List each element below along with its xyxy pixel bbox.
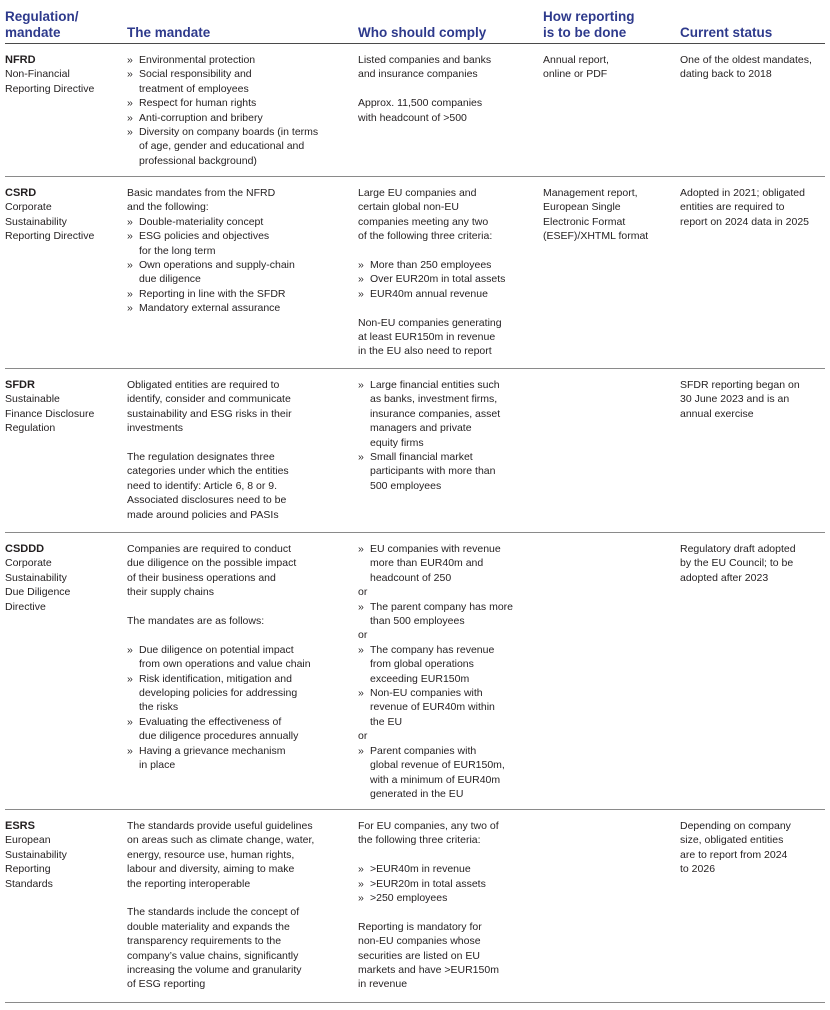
bullet-item bbox=[127, 229, 349, 258]
mandate-cell bbox=[127, 378, 349, 522]
text-line: » Double-materiality concept bbox=[139, 215, 264, 228]
regulation-table bbox=[5, 5, 825, 1003]
text-line: » EU companies with revenue bbox=[370, 543, 501, 555]
text-line: the following three criteria: bbox=[358, 834, 481, 847]
text-line: Companies are required to conduct bbox=[127, 543, 292, 555]
text-line: (ESEF)/XHTML format bbox=[543, 230, 649, 243]
text-line: company’s value chains, significantly bbox=[127, 949, 299, 962]
spacer bbox=[358, 848, 534, 862]
who-paragraph bbox=[358, 96, 534, 125]
bullet-item bbox=[358, 600, 534, 629]
text-line: of age, gender and educational and bbox=[139, 140, 305, 153]
text-line: than 500 employees bbox=[370, 615, 465, 628]
text-line: increasing the volume and granularity bbox=[127, 964, 302, 977]
header-status bbox=[680, 5, 828, 43]
how-cell bbox=[543, 186, 673, 244]
regulation-name-line: Non-Financial bbox=[5, 68, 70, 81]
regulation-name-line: European bbox=[5, 834, 51, 847]
bullet-item bbox=[358, 686, 534, 729]
who-paragraph bbox=[358, 316, 534, 359]
text-line: need to identify: Article 6, 8 or 9. bbox=[127, 479, 278, 492]
bullet-item bbox=[127, 125, 349, 168]
text-line: in the EU also need to report bbox=[358, 345, 492, 358]
text-line: non-EU companies whose bbox=[358, 935, 481, 948]
header-how-line: is to be done bbox=[543, 25, 627, 40]
text-line: energy, resource use, human rights, bbox=[127, 848, 295, 861]
header-regulation-line: Regulation/ bbox=[5, 9, 79, 24]
text-line: generated in the EU bbox=[370, 787, 464, 800]
text-line: from own operations and value chain bbox=[139, 658, 311, 671]
text-line: for the long term bbox=[139, 244, 216, 257]
table-row-csrd bbox=[5, 177, 825, 369]
header-regulation bbox=[5, 5, 123, 43]
bullet-list bbox=[358, 643, 534, 686]
spacer bbox=[358, 905, 534, 919]
bullet-item bbox=[127, 672, 349, 715]
text-line: The regulation designates three bbox=[127, 451, 275, 464]
regulation-abbr: CSRD bbox=[5, 187, 37, 199]
mandate-cell bbox=[127, 53, 349, 168]
regulation-name-line: Sustainability bbox=[5, 571, 67, 584]
text-line: equity firms bbox=[370, 436, 424, 449]
header-who bbox=[358, 5, 534, 43]
bullet-item bbox=[127, 215, 349, 229]
text-line: 500 employees bbox=[370, 479, 442, 492]
regulation-name-line: Reporting Directive bbox=[5, 230, 95, 243]
text-line: companies meeting any two bbox=[358, 215, 489, 228]
bullet-item bbox=[358, 643, 534, 686]
table-body bbox=[5, 44, 825, 1003]
header-mandate-label: The mandate bbox=[127, 25, 211, 40]
who-cell bbox=[358, 53, 534, 125]
text-line: » ESG policies and objectives bbox=[139, 230, 270, 243]
spacer bbox=[127, 628, 349, 642]
text-line: on areas such as climate change, water, bbox=[127, 834, 315, 847]
table-row-nfrd bbox=[5, 44, 825, 177]
text-line: the reporting interoperable bbox=[127, 877, 251, 890]
bullet-item bbox=[127, 67, 349, 96]
bullet-item bbox=[127, 258, 349, 287]
table-row-sfdr bbox=[5, 369, 825, 533]
text-line: investments bbox=[127, 422, 184, 435]
mandate-paragraph bbox=[127, 378, 349, 436]
text-line: adopted after 2023 bbox=[680, 571, 769, 584]
text-line: and the following: bbox=[127, 201, 209, 214]
text-line: by the EU Council; to be bbox=[680, 557, 794, 570]
text-line: managers and private bbox=[370, 422, 472, 435]
bullet-item bbox=[358, 542, 534, 585]
who-paragraph bbox=[358, 186, 534, 244]
text-line: For EU companies, any two of bbox=[358, 820, 499, 832]
header-regulation-line: mandate bbox=[5, 25, 61, 40]
text-line: Electronic Format bbox=[543, 215, 626, 228]
mandate-intro bbox=[127, 186, 349, 215]
bullet-item bbox=[358, 744, 534, 802]
text-line: » Small financial market bbox=[370, 451, 473, 464]
regulation-cell bbox=[5, 53, 123, 96]
text-line: their supply chains bbox=[127, 586, 214, 599]
mandate-cell bbox=[127, 542, 349, 772]
table-row-csddd bbox=[5, 533, 825, 810]
text-line: » Non-EU companies with bbox=[370, 687, 483, 700]
bullet-item bbox=[358, 287, 534, 301]
table-header bbox=[5, 5, 825, 44]
text-line: SFDR reporting began on bbox=[680, 379, 800, 391]
text-line: are to report from 2024 bbox=[680, 848, 788, 861]
regulation-name-line: Corporate bbox=[5, 201, 52, 214]
bullet-item bbox=[358, 891, 534, 905]
regulation-name-line: Regulation bbox=[5, 422, 56, 435]
text-line: global revenue of EUR150m, bbox=[370, 759, 505, 772]
text-line: Reporting is mandatory for bbox=[358, 920, 482, 933]
regulation-name-line: Directive bbox=[5, 600, 46, 613]
bullet-item bbox=[358, 450, 534, 493]
text-line: in place bbox=[139, 759, 176, 772]
text-line: the risks bbox=[139, 701, 179, 714]
text-line: The mandates are as follows: bbox=[127, 615, 265, 628]
who-cell bbox=[358, 542, 534, 801]
text-line: One of the oldest mandates, bbox=[680, 54, 812, 66]
status-cell bbox=[680, 53, 828, 82]
text-line: insurance companies, asset bbox=[370, 407, 501, 420]
mandate-paragraph bbox=[127, 905, 349, 991]
regulation-name-line: Corporate bbox=[5, 557, 52, 570]
regulation-name-line: Reporting Directive bbox=[5, 82, 95, 95]
text-line: in revenue bbox=[358, 978, 408, 991]
text-line: » More than 250 employees bbox=[370, 259, 492, 272]
who-paragraph bbox=[358, 819, 534, 848]
regulation-cell bbox=[5, 378, 123, 436]
bullet-item bbox=[127, 744, 349, 773]
text-line: and insurance companies bbox=[358, 68, 478, 81]
bullet-list bbox=[127, 53, 349, 168]
text-line: Non-EU companies generating bbox=[358, 316, 502, 329]
text-line: » The company has revenue bbox=[370, 643, 495, 656]
text-line: more than EUR40m and bbox=[370, 557, 484, 570]
regulation-name-line: Sustainable bbox=[5, 393, 60, 406]
regulation-name-line: Finance Disclosure bbox=[5, 407, 95, 420]
or-separator: or bbox=[358, 730, 368, 743]
text-line: » Risk identification, mitigation and bbox=[139, 672, 292, 685]
text-line: » >250 employees bbox=[370, 892, 448, 905]
text-line: Adopted in 2021; obligated bbox=[680, 187, 805, 199]
mandate-paragraph bbox=[127, 614, 349, 628]
who-paragraph bbox=[358, 53, 534, 82]
regulation-cell bbox=[5, 819, 123, 891]
bullet-item bbox=[358, 378, 534, 450]
status-cell bbox=[680, 186, 828, 229]
text-line: Regulatory draft adopted bbox=[680, 543, 796, 555]
regulation-cell bbox=[5, 186, 123, 244]
bullet-list bbox=[358, 686, 534, 729]
text-line: of their business operations and bbox=[127, 571, 276, 584]
text-line: transparency requirements to the bbox=[127, 935, 282, 948]
header-how-line: How reporting bbox=[543, 9, 635, 24]
text-line: The standards provide useful guidelines bbox=[127, 820, 313, 832]
text-line: Obligated entities are required to bbox=[127, 379, 280, 391]
header-how bbox=[543, 5, 673, 43]
spacer bbox=[127, 436, 349, 450]
bullet-list bbox=[358, 258, 534, 301]
text-line: Basic mandates from the NFRD bbox=[127, 187, 276, 199]
mandate-cell bbox=[127, 186, 349, 316]
text-line: dating back to 2018 bbox=[680, 68, 772, 81]
bullet-item bbox=[358, 877, 534, 891]
text-line: » Mandatory external assurance bbox=[139, 302, 281, 315]
mandate-paragraph bbox=[127, 542, 349, 600]
text-line: Associated disclosures need to be bbox=[127, 494, 287, 507]
text-line: » Respect for human rights bbox=[139, 97, 257, 110]
text-line: made around policies and PASIs bbox=[127, 508, 279, 521]
text-line: exceeding EUR150m bbox=[370, 672, 470, 685]
regulation-abbr: NFRD bbox=[5, 54, 36, 66]
text-line: size, obligated entities bbox=[680, 834, 784, 847]
header-mandate bbox=[127, 5, 349, 43]
text-line: markets and have >EUR150m bbox=[358, 964, 499, 977]
bullet-item bbox=[127, 53, 349, 67]
spacer bbox=[358, 244, 534, 258]
text-line: participants with more than bbox=[370, 465, 496, 478]
or-separator: or bbox=[358, 586, 368, 599]
text-line: » Having a grievance mechanism bbox=[139, 744, 286, 757]
text-line: with headcount of >500 bbox=[358, 111, 467, 124]
spacer bbox=[127, 600, 349, 614]
mandate-paragraph bbox=[127, 819, 349, 891]
mandate-cell bbox=[127, 819, 349, 992]
bullet-list bbox=[358, 744, 534, 802]
who-cell bbox=[358, 378, 534, 493]
bullet-list bbox=[358, 542, 534, 585]
table-row-esrs bbox=[5, 810, 825, 1003]
text-line: Depending on company bbox=[680, 820, 791, 832]
status-cell bbox=[680, 819, 828, 877]
text-line: at least EUR150m in revenue bbox=[358, 331, 496, 344]
bullet-list bbox=[127, 643, 349, 773]
text-line: » The parent company has more bbox=[370, 600, 513, 613]
regulation-name-line: Due Diligence bbox=[5, 586, 71, 599]
status-cell bbox=[680, 542, 828, 585]
text-line: » Due diligence on potential impact bbox=[139, 643, 294, 656]
text-line: with a minimum of EUR40m bbox=[370, 773, 501, 786]
text-line: Listed companies and banks bbox=[358, 54, 492, 66]
bullet-list bbox=[358, 378, 534, 493]
who-cell bbox=[358, 819, 534, 992]
bullet-item bbox=[358, 272, 534, 286]
regulation-cell bbox=[5, 542, 123, 614]
spacer bbox=[127, 891, 349, 905]
bullet-item bbox=[127, 643, 349, 672]
text-line: Large EU companies and bbox=[358, 187, 477, 199]
text-line: headcount of 250 bbox=[370, 571, 452, 584]
bullet-list bbox=[358, 862, 534, 905]
regulation-name-line: Sustainability bbox=[5, 215, 67, 228]
text-line: » Large financial entities such bbox=[370, 379, 500, 391]
text-line: » >EUR20m in total assets bbox=[370, 877, 486, 890]
bullet-item bbox=[127, 301, 349, 315]
bullet-item bbox=[127, 96, 349, 110]
text-line: sustainability and ESG risks in their bbox=[127, 407, 292, 420]
text-line: Management report, bbox=[543, 187, 638, 199]
text-line: as banks, investment firms, bbox=[370, 393, 498, 406]
text-line: » Environmental protection bbox=[139, 54, 256, 66]
who-paragraph bbox=[358, 920, 534, 992]
text-line: Approx. 11,500 companies bbox=[358, 97, 483, 110]
text-line: The standards include the concept of bbox=[127, 906, 300, 919]
bullet-list bbox=[127, 215, 349, 316]
header-status-label: Current status bbox=[680, 25, 773, 40]
text-line: categories under which the entities bbox=[127, 465, 289, 478]
text-line: the EU bbox=[370, 715, 403, 728]
text-line: report on 2024 data in 2025 bbox=[680, 215, 810, 228]
text-line: » EUR40m annual revenue bbox=[370, 287, 488, 300]
text-line: Annual report, bbox=[543, 54, 609, 66]
text-line: securities are listed on EU bbox=[358, 949, 480, 962]
text-line: double materiality and expands the bbox=[127, 920, 290, 933]
text-line: European Single bbox=[543, 201, 621, 214]
text-line: from global operations bbox=[370, 658, 474, 671]
text-line: developing policies for addressing bbox=[139, 687, 298, 700]
text-line: » Over EUR20m in total assets bbox=[370, 273, 506, 286]
text-line: » Evaluating the effectiveness of bbox=[139, 715, 282, 728]
bullet-item bbox=[127, 111, 349, 125]
text-line: certain global non-EU bbox=[358, 201, 459, 214]
text-line: online or PDF bbox=[543, 68, 608, 81]
text-line: » Parent companies with bbox=[370, 744, 477, 757]
text-line: entities are required to bbox=[680, 201, 785, 214]
text-line: to 2026 bbox=[680, 863, 716, 876]
text-line: » Anti-corruption and bribery bbox=[139, 111, 263, 124]
text-line: » Diversity on company boards (in terms bbox=[139, 126, 319, 139]
regulation-abbr: CSDDD bbox=[5, 543, 45, 555]
or-separator: or bbox=[358, 629, 368, 642]
bullet-item bbox=[358, 862, 534, 876]
regulation-name-line: Sustainability bbox=[5, 848, 67, 861]
regulation-name-line: Standards bbox=[5, 877, 53, 890]
who-cell bbox=[358, 186, 534, 359]
status-cell bbox=[680, 378, 828, 421]
text-line: due diligence on the possible impact bbox=[127, 557, 297, 570]
text-line: of the following three criteria: bbox=[358, 230, 493, 243]
text-line: 30 June 2023 and is an bbox=[680, 393, 790, 406]
bullet-list bbox=[358, 600, 534, 629]
header-who-label: Who should comply bbox=[358, 25, 487, 40]
regulation-abbr: ESRS bbox=[5, 820, 35, 832]
text-line: of ESG reporting bbox=[127, 978, 206, 991]
how-cell bbox=[543, 53, 673, 82]
regulation-abbr: SFDR bbox=[5, 379, 35, 391]
bullet-item bbox=[127, 715, 349, 744]
text-line: professional background) bbox=[139, 154, 257, 167]
text-line: » Reporting in line with the SFDR bbox=[139, 287, 286, 300]
text-line: revenue of EUR40m within bbox=[370, 701, 495, 714]
text-line: due diligence bbox=[139, 273, 201, 286]
text-line: » >EUR40m in revenue bbox=[370, 863, 471, 876]
spacer bbox=[358, 82, 534, 96]
bullet-item bbox=[358, 258, 534, 272]
text-line: » Social responsibility and bbox=[139, 68, 252, 81]
mandate-paragraph bbox=[127, 450, 349, 522]
text-line: identify, consider and communicate bbox=[127, 393, 291, 406]
bullet-item bbox=[127, 287, 349, 301]
text-line: treatment of employees bbox=[139, 82, 249, 95]
text-line: labour and diversity, aiming to make bbox=[127, 863, 295, 876]
regulation-name-line: Reporting bbox=[5, 863, 51, 876]
text-line: annual exercise bbox=[680, 407, 754, 420]
text-line: » Own operations and supply-chain bbox=[139, 259, 295, 272]
spacer bbox=[358, 301, 534, 315]
text-line: due diligence procedures annually bbox=[139, 730, 299, 743]
